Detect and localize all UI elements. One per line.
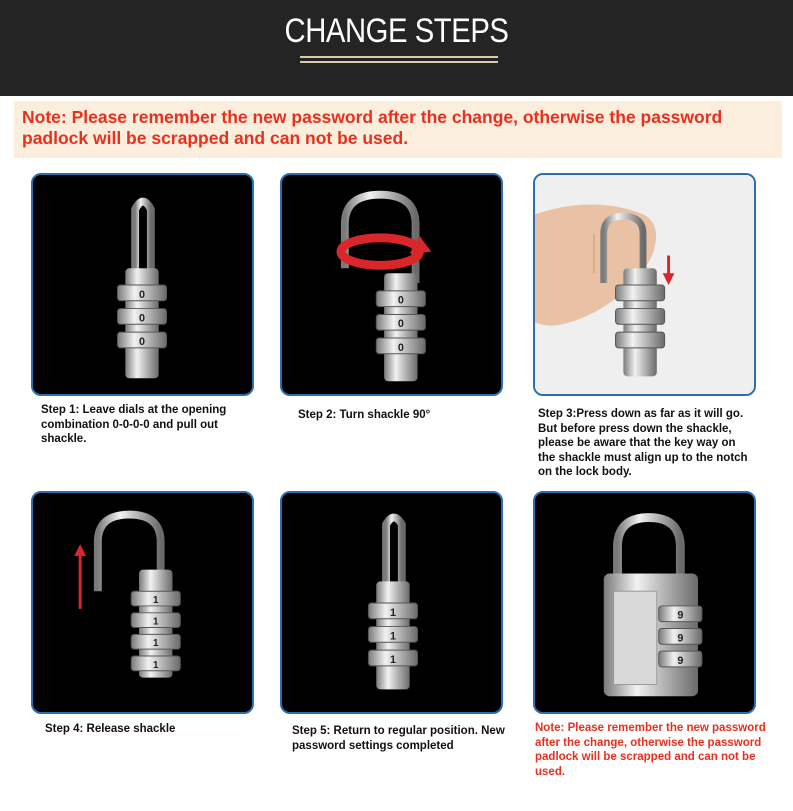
dial-digit: 0 bbox=[397, 318, 404, 331]
dial-digit: 1 bbox=[153, 638, 159, 650]
step-2-caption: Step 2: Turn shackle 90° bbox=[298, 409, 431, 421]
dial-digit: 1 bbox=[389, 653, 396, 666]
dial-digit: 0 bbox=[139, 335, 146, 348]
step-3-caption: Step 3:Press down as far as it will go. But before press down the shackle, please be aware that the key way on the shackle must align up to the notch on the lock body. bbox=[538, 408, 748, 478]
warning-note: Note: Please remember the new password after the change, otherwise the password padlock will be scrapped and can not be used. bbox=[14, 101, 782, 158]
dial-digit: 1 bbox=[153, 616, 159, 628]
padlock-open-image bbox=[33, 175, 252, 394]
dial-digit: 1 bbox=[389, 630, 396, 643]
step-1-photo bbox=[31, 173, 254, 396]
step-4-caption: Step 4: Release shackle bbox=[45, 723, 176, 735]
padlock-release-image bbox=[33, 493, 252, 712]
dial-digit: 9 bbox=[677, 609, 684, 622]
dial-digit: 9 bbox=[677, 632, 684, 645]
step-5-photo bbox=[280, 491, 503, 714]
step-1-caption: Step 1: Leave dials at the opening combination 0-0-0-0 and pull out shackle. bbox=[41, 404, 227, 445]
padlock-press-image bbox=[535, 175, 754, 394]
page-title: CHANGE STEPS bbox=[284, 12, 509, 50]
step-6-photo bbox=[533, 491, 756, 714]
dial-digit: 0 bbox=[139, 312, 146, 325]
step-5-caption: Step 5: Return to regular position. New password settings completed bbox=[292, 725, 505, 752]
title-underline bbox=[300, 56, 498, 58]
dial-digit: 9 bbox=[677, 654, 684, 667]
dial-digit: 0 bbox=[397, 341, 404, 354]
padlock-rotate-image bbox=[282, 175, 501, 394]
step-2-photo bbox=[280, 173, 503, 396]
step-3-photo bbox=[533, 173, 756, 396]
padlock-locked-image bbox=[535, 493, 754, 712]
dial-digit: 0 bbox=[397, 294, 404, 307]
title-underline-2 bbox=[300, 61, 498, 63]
header-banner bbox=[0, 0, 793, 96]
dial-digit: 1 bbox=[153, 594, 159, 606]
step-6-note-caption: Note: Please remember the new password after the change, otherwise the password padlock will be scrapped and can not be used. bbox=[535, 722, 766, 778]
dial-digit: 0 bbox=[139, 288, 146, 301]
dial-digit: 1 bbox=[153, 659, 159, 671]
padlock-closed-image bbox=[282, 493, 501, 712]
step-4-photo bbox=[31, 491, 254, 714]
dial-digit: 1 bbox=[389, 606, 396, 619]
